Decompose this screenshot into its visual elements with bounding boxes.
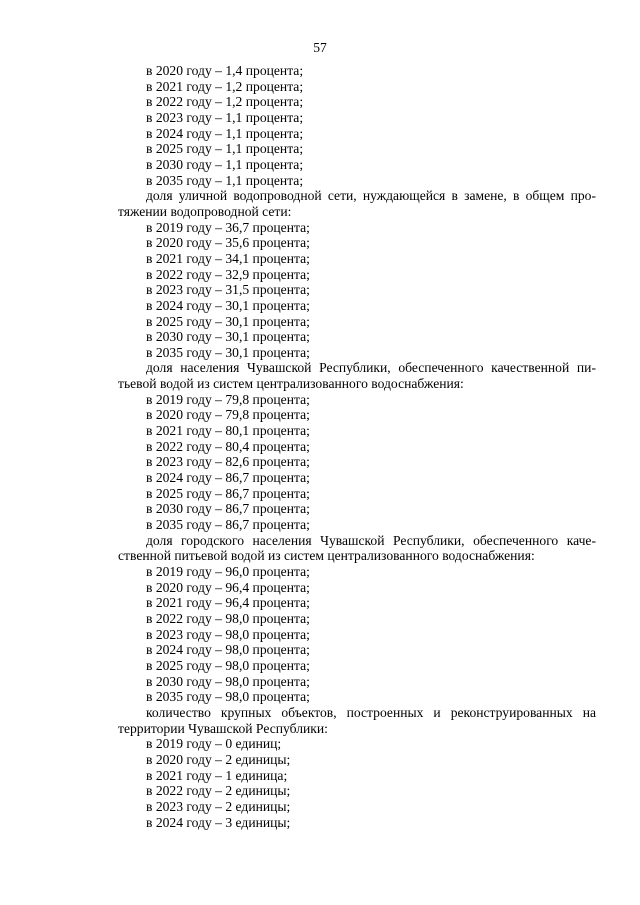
document-body (118, 63, 596, 830)
list-item: в 2024 году – 1,1 процента; (146, 125, 304, 141)
paragraph: количество крупных объектов, построенных и реконструированных на территории Чувашской Республики: (118, 704, 596, 736)
list-item: в 2025 году – 86,7 процента; (146, 485, 310, 501)
list-item: в 2019 году – 0 единиц; (146, 736, 282, 752)
list-item: в 2030 году – 1,1 процента; (146, 156, 304, 172)
list-item: в 2021 году – 34,1 процента; (146, 250, 310, 266)
list-item: в 2020 году – 2 единицы; (146, 751, 291, 767)
list-item: в 2024 году – 98,0 процента; (146, 642, 310, 658)
list-item: в 2023 году – 82,6 процента; (146, 454, 310, 470)
list-item: в 2030 году – 30,1 процента; (146, 329, 310, 345)
list-item: в 2035 году – 98,0 процента; (146, 689, 310, 705)
list-item: в 2022 году – 80,4 процента; (146, 438, 310, 454)
list-item: в 2022 году – 2 единицы; (146, 783, 291, 799)
list-item: в 2035 году – 1,1 процента; (146, 172, 304, 188)
list-item: в 2023 году – 98,0 процента; (146, 626, 310, 642)
paragraph: доля населения Чувашской Республики, обеспеченного качественной питьевой водой из систем централизованного водоснабжения: (118, 360, 596, 392)
list-item: в 2021 году – 80,1 процента; (146, 423, 310, 439)
list-item: в 2025 году – 1,1 процента; (146, 141, 304, 157)
list-item: в 2020 году – 1,4 процента; (146, 63, 304, 78)
list-item: в 2019 году – 79,8 процента; (146, 391, 310, 407)
list-item: в 2020 году – 35,6 процента; (146, 235, 310, 251)
list-item: в 2023 году – 31,5 процента; (146, 282, 310, 298)
list-item: в 2021 году – 96,4 процента; (146, 595, 310, 611)
paragraph: доля городского населения Чувашской Республики, обеспеченного качественной питьевой водой из систем централизованного водоснабжения: (118, 532, 596, 564)
list-item: в 2021 году – 1,2 процента; (146, 78, 304, 94)
list-item: в 2030 году – 86,7 процента; (146, 501, 310, 517)
list-item: в 2025 году – 30,1 процента; (146, 313, 310, 329)
list-item: в 2030 году – 98,0 процента; (146, 673, 310, 689)
list-item: в 2022 году – 32,9 процента; (146, 266, 310, 282)
paragraph: доля уличной водопроводной сети, нуждающейся в замене, в общем протяжении водопроводной сети: (118, 188, 596, 219)
list-item: в 2024 году – 3 единицы; (146, 814, 291, 830)
list-item: в 2035 году – 86,7 процента; (146, 517, 310, 533)
list-item: в 2022 году – 1,2 процента; (146, 94, 304, 110)
list-item: в 2019 году – 36,7 процента; (146, 219, 310, 235)
list-item: в 2025 году – 98,0 процента; (146, 657, 310, 673)
list-item: в 2023 году – 1,1 процента; (146, 109, 304, 125)
list-item: в 2021 году – 1 единица; (146, 767, 288, 783)
list-item: в 2024 году – 86,7 процента; (146, 470, 310, 486)
list-item: в 2035 году – 30,1 процента; (146, 344, 310, 360)
page-number: 57 (313, 40, 327, 55)
list-item: в 2020 году – 96,4 процента; (146, 579, 310, 595)
list-item: в 2020 году – 79,8 процента; (146, 407, 310, 423)
list-item: в 2023 году – 2 единицы; (146, 798, 291, 814)
list-item: в 2019 году – 96,0 процента; (146, 564, 310, 579)
list-item: в 2024 году – 30,1 процента; (146, 297, 310, 313)
list-item: в 2022 году – 98,0 процента; (146, 610, 310, 626)
